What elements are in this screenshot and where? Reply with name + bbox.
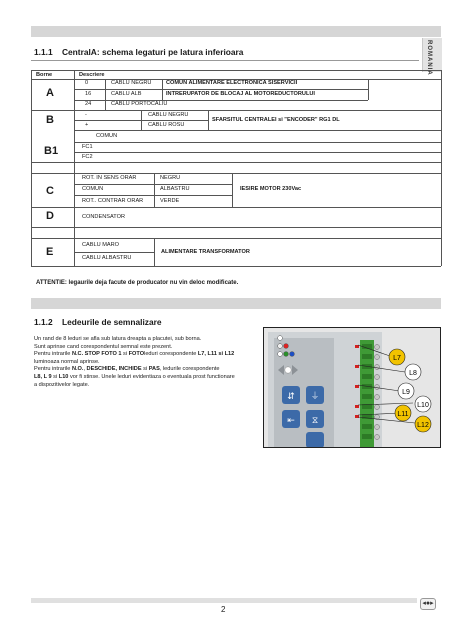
capacitor-label: CONDENSATOR [82,214,125,220]
column-header-borne: Borne [36,72,53,78]
borne-label-e: E [46,246,54,258]
svg-text:L7: L7 [393,355,401,362]
table-top-line [31,70,441,71]
cell-divider [141,110,142,130]
note-encoder: SFARSITUL CENTRALEI si "ENCODER" RG1 DL [212,117,340,123]
svg-text:⧖: ⧖ [311,416,319,426]
led-description [34,336,256,389]
cell-divider [154,238,155,266]
led-callout-l10 [415,396,431,412]
group-line [31,227,441,228]
language-tab[interactable] [422,38,442,76]
wire-description: CABLU ROSU [148,122,185,128]
cell-divider [105,79,106,110]
terminal-number: 16 [85,91,92,97]
cell-divider [208,110,209,130]
borne-label-b1: B1 [44,145,59,157]
led-callout-l8 [405,364,421,380]
section1-title: 1.1.1 CentralA: schema legaturi pe latura inferioara [34,47,244,57]
section2-bar [31,298,441,309]
row-line [74,142,441,143]
row-line [74,184,232,185]
note-common-supply: COMUN ALIMENTARE ELECTRONICA SISERVICII [166,80,298,86]
cell-divider [162,79,163,100]
wire-color: VERDE [160,198,180,204]
cell-divider [154,173,155,207]
svg-text:⇤: ⇤ [287,416,295,426]
note-lock-switch: INTRERUPATOR DE BLOCAJ AL MOTOREDUCTORULUI [166,91,315,97]
row-line [74,89,368,90]
language-tab-label: ROMANIA [426,40,432,76]
table-left-border [31,70,32,266]
terminal-number: - [85,112,87,118]
led-callout-l12 [415,416,431,432]
borne-label-c: C [46,185,54,197]
next-page-arrow-icon[interactable]: ◂●▸ [420,598,436,610]
para-line: Pentru intrarile N.C. STOP FOTO 1 si FOTOleduri corespondente L7, L11 si L12 [34,351,235,358]
terminal-name: FC1 [82,144,93,150]
group-line [31,162,441,163]
led-callout-l9 [398,383,414,399]
terminal-number: + [85,122,89,128]
led-callouts [263,327,441,448]
table-bottom-line [31,266,441,267]
note-motor-output: IESIRE MOTOR 230Vac [240,186,302,192]
led-callout-l7 [389,349,405,365]
terminal-number: 24 [85,101,92,107]
para-line: Sunt aprinse cand corespondentul semnal este prezent. [34,343,173,350]
svg-text:L10: L10 [417,402,429,409]
header-bar [31,26,441,37]
motor-terminal: ROT. IN SENS ORAR [82,175,137,181]
para-line: luminoaza normal aprinse. [34,358,100,365]
wire-description: CABLU ALBASTRU [82,255,132,261]
para-line: Un rand de 8 leduri se afla sub latura dreapta a placutei, sub borna. [34,336,202,342]
group-line [31,110,441,111]
wire-color: NEGRU [160,175,181,181]
borne-label-a: A [46,87,54,99]
terminal-name: FC2 [82,154,93,160]
note-transformer: ALIMENTARE TRANSFORMATOR [161,249,250,255]
cell-divider [368,79,369,100]
wire-description: CABLU ALB [111,91,142,97]
borne-label-b: B [46,114,54,126]
group-line [74,130,441,131]
wire-description: CABLU MARO [82,242,119,248]
section1-underline [31,60,419,61]
row-line [74,100,368,101]
borne-label-d: D [46,210,54,222]
footer-bar [31,598,417,603]
column-header-descriere: Descriere [79,72,105,78]
terminal-number: 0 [85,80,89,86]
section2-title: 1.1.2 Ledeurile de semnalizare [34,317,162,327]
motor-terminal: ROT.. CONTRAR ORAR [82,198,144,204]
wire-color: ALBASTRU [160,186,190,192]
svg-text:L11: L11 [397,411,409,418]
para-line: a dispozitivelor legate. [34,381,90,388]
wire-description: CABLU NEGRU [148,112,189,118]
cell-divider [232,173,233,207]
group-line [31,173,441,174]
svg-text:L8: L8 [409,370,417,377]
group-line [31,238,441,239]
wire-description: CABLU PORTOCALIU [111,101,168,107]
svg-text:⏚: ⏚ [310,392,320,402]
svg-text:L12: L12 [417,422,429,429]
table-right-border [441,70,442,266]
row-line [74,195,232,196]
attention-note: ATTENTIE: legaurile deja facute de producator nu vin deloc modificate. [36,280,239,286]
svg-text:L9: L9 [402,389,410,396]
group-line [31,207,441,208]
page-number: 2 [221,605,226,614]
row-line [74,252,154,253]
svg-text:⇵: ⇵ [287,392,295,402]
para-line: Pentru intrarile N.O., DESCHIDE, INCHIDE si PAS, ledurile corespondente [34,366,220,373]
para-line: L8, L 9 si L10 vor fi stinse. Unele leduri evidentiaza o eventuala prost functionare [34,373,235,380]
terminal-name: COMUN [96,133,118,139]
motor-terminal: COMUN [82,186,104,192]
led-callout-l11 [395,405,411,421]
wire-description: CABLU NEGRU [111,80,152,86]
row-line [74,152,441,153]
